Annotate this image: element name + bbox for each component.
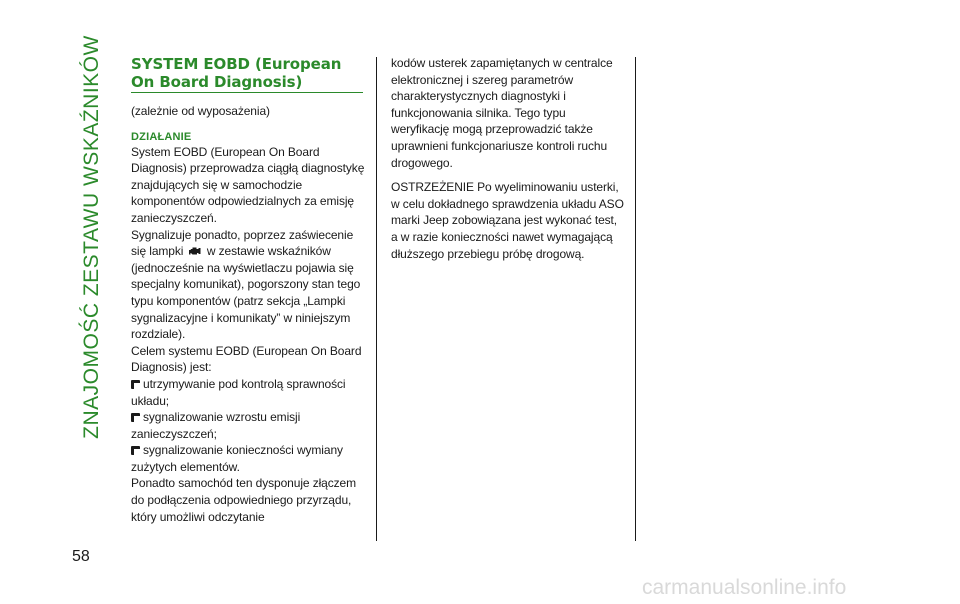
- engine-check-icon: [189, 245, 202, 256]
- list-item: [131, 376, 365, 409]
- square-bullet-icon: [131, 380, 140, 389]
- paragraph-fault-codes: kodów usterek zapamiętanych w centralce elektronicznej i szereg parametrów charakterystycznych diagnostyki i funkcjonowania silnika. Tego typu weryfikację mogą przeprowadzić także uprawnieni funkcjonariusze kontroli ruchu drogowego.: [391, 56, 613, 170]
- list-item-text: sygnalizowanie wzrostu emisji zanieczyszczeń;: [131, 410, 301, 441]
- list-item-text: sygnalizowanie konieczności wymiany zużytych elementów.: [131, 443, 343, 474]
- list-item-text: utrzymywanie pod kontrolą sprawności układu;: [131, 376, 346, 408]
- page-number: 58: [72, 548, 90, 565]
- paragraph-connector: Ponadto samochód ten dysponuje złączem do podłączenia odpowiedniego przyrządu, który umożliwi odczytanie: [131, 476, 357, 524]
- square-bullet-icon: [131, 446, 140, 455]
- paragraph-warning-lamp: [131, 227, 365, 343]
- paragraph-warning-lamp-text-2: w zestawie wskaźników (jednocześnie na wyświetlaczu pojawia się specjalny komunikat), pogorszony stan tego typu komponentów (patrz sekcja „Lampki sygnalizacyjne i komunikaty” w niniejszym rozdziale).: [131, 244, 361, 342]
- column-divider-2: [635, 57, 636, 541]
- list-item: [131, 409, 365, 442]
- square-bullet-icon: [131, 413, 140, 422]
- column-middle: [391, 55, 626, 262]
- list-item: [131, 442, 365, 475]
- availability-note: (zależnie od wyposażenia): [131, 104, 270, 118]
- paragraph-warning-lamp-text-1: Sygnalizuje ponadto, poprzez zaświecenie się lampki: [131, 227, 354, 259]
- bullet-list: [131, 376, 365, 476]
- column-divider-1: [376, 57, 377, 541]
- chapter-side-title-text: ZNAJOMOŚĆ ZESTAWU WSKAŹNIKÓW: [80, 35, 103, 439]
- paragraph-intro: System EOBD (European On Board Diagnosis) przeprowadza ciągłą diagnostykę znajdujących się w samochodzie komponentów odpowiedzialnych za emisję zanieczyszczeń.: [131, 144, 365, 225]
- chapter-side-title: [72, 35, 112, 439]
- paragraph-purpose: Celem systemu EOBD (European On Board Diagnosis) jest:: [131, 343, 362, 375]
- subheading-operation: DZIAŁANIE: [131, 130, 192, 143]
- section-title: SYSTEM EOBD (European On Board Diagnosis): [131, 55, 363, 93]
- paragraph-warning: OSTRZEŻENIE Po wyeliminowaniu usterki, w celu dokładnego sprawdzenia układu ASO marki Jeep zobowiązana jest wykonać test, a w razie konieczności nawet wymagającą dłuższego przebiegu próbę drogową.: [391, 180, 624, 261]
- watermark: carmanualsonline.info: [642, 576, 847, 599]
- column-left: [131, 55, 365, 525]
